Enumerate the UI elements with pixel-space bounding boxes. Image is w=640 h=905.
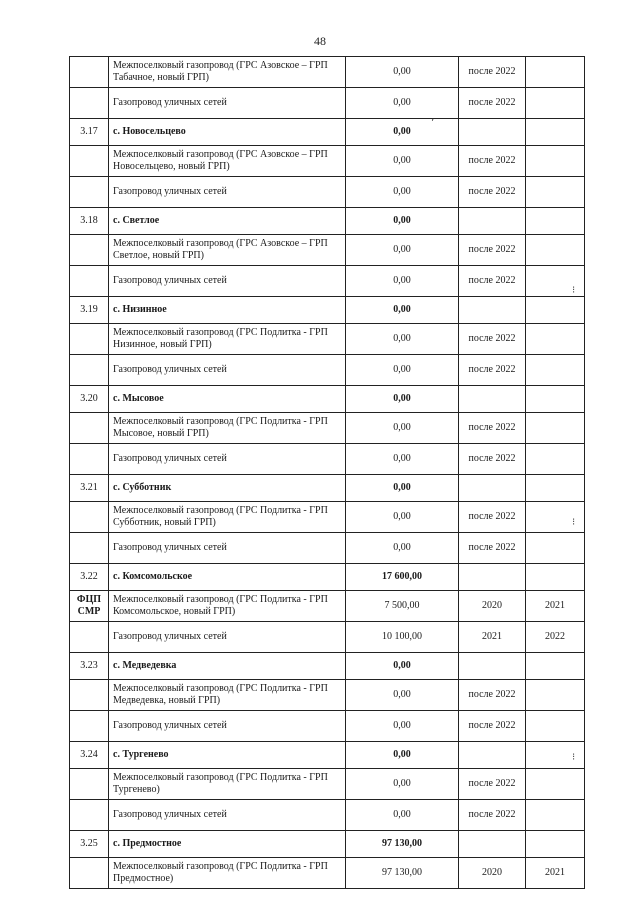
cost-value: 0,00 — [346, 57, 459, 88]
end-period — [526, 177, 585, 208]
object-name: с. Предмостное — [109, 831, 346, 858]
start-period: после 2022 — [459, 769, 526, 800]
start-period: после 2022 — [459, 800, 526, 831]
cost-value: 0,00 — [346, 769, 459, 800]
row-number: 3.23 — [70, 653, 109, 680]
object-name: с. Тургенево — [109, 742, 346, 769]
cost-value: 97 130,00 — [346, 831, 459, 858]
object-name: Межпоселковый газопровод (ГРС Подлитка - ГРП Медведевка, новый ГРП) — [109, 680, 346, 711]
end-period: 2021 — [526, 858, 585, 889]
row-number — [70, 769, 109, 800]
item-row — [70, 146, 585, 177]
start-period: после 2022 — [459, 680, 526, 711]
gas-pipeline-table — [69, 56, 585, 889]
object-name: с. Субботник — [109, 475, 346, 502]
cost-value: 0,00 — [346, 177, 459, 208]
end-period — [526, 680, 585, 711]
cost-value: 0,00 — [346, 235, 459, 266]
start-period: после 2022 — [459, 177, 526, 208]
end-period — [526, 413, 585, 444]
end-period — [526, 711, 585, 742]
item-row — [70, 177, 585, 208]
end-period: 2022 — [526, 622, 585, 653]
cost-value: 0,00 — [346, 324, 459, 355]
cost-value: 7 500,00 — [346, 591, 459, 622]
end-period — [526, 800, 585, 831]
start-period: после 2022 — [459, 502, 526, 533]
start-period — [459, 208, 526, 235]
item-row — [70, 324, 585, 355]
cost-value: 0,00 — [346, 208, 459, 235]
object-name: Межпоселковый газопровод (ГРС Подлитка - ГРП Субботник, новый ГРП) — [109, 502, 346, 533]
start-period: 2021 — [459, 622, 526, 653]
cost-value: 0,00 — [346, 742, 459, 769]
item-row — [70, 711, 585, 742]
start-period: после 2022 — [459, 266, 526, 297]
start-period — [459, 831, 526, 858]
row-number: ФЦП СМР — [70, 591, 109, 622]
row-number — [70, 680, 109, 711]
section-row — [70, 208, 585, 235]
row-number — [70, 533, 109, 564]
object-name: Межпоселковый газопровод (ГРС Азовское – ГРП Новосельцево, новый ГРП) — [109, 146, 346, 177]
row-number: 3.24 — [70, 742, 109, 769]
row-number — [70, 413, 109, 444]
object-name: Газопровод уличных сетей — [109, 444, 346, 475]
item-row — [70, 769, 585, 800]
object-name: с. Медведевка — [109, 653, 346, 680]
row-number — [70, 57, 109, 88]
row-number — [70, 800, 109, 831]
object-name: с. Новосельцево — [109, 119, 346, 146]
cost-value: 0,00 — [346, 533, 459, 564]
start-period — [459, 742, 526, 769]
row-number — [70, 444, 109, 475]
object-name: Газопровод уличных сетей — [109, 622, 346, 653]
start-period — [459, 475, 526, 502]
object-name: с. Мысовое — [109, 386, 346, 413]
object-name: Газопровод уличных сетей — [109, 800, 346, 831]
section-row — [70, 831, 585, 858]
start-period — [459, 297, 526, 324]
start-period — [459, 653, 526, 680]
row-number — [70, 146, 109, 177]
end-period — [526, 564, 585, 591]
item-row — [70, 413, 585, 444]
cost-value: 10 100,00 — [346, 622, 459, 653]
row-number — [70, 88, 109, 119]
section-row — [70, 386, 585, 413]
object-name: Межпоселковый газопровод (ГРС Подлитка - ГРП Тургенево) — [109, 769, 346, 800]
item-row — [70, 502, 585, 533]
row-number: 3.18 — [70, 208, 109, 235]
row-number — [70, 235, 109, 266]
cost-value: 0,00 — [346, 413, 459, 444]
start-period: после 2022 — [459, 413, 526, 444]
end-period — [526, 297, 585, 324]
item-row — [70, 88, 585, 119]
start-period: после 2022 — [459, 324, 526, 355]
cost-value: 0,00 — [346, 502, 459, 533]
row-number — [70, 622, 109, 653]
object-name: Межпоселковый газопровод (ГРС Азовское – ГРП Светлое, новый ГРП) — [109, 235, 346, 266]
end-period — [526, 88, 585, 119]
row-number — [70, 266, 109, 297]
row-number — [70, 324, 109, 355]
end-period — [526, 533, 585, 564]
object-name: Межпоселковый газопровод (ГРС Подлитка - ГРП Предмостное) — [109, 858, 346, 889]
item-row — [70, 858, 585, 889]
item-row — [70, 680, 585, 711]
row-number — [70, 711, 109, 742]
end-period — [526, 57, 585, 88]
scan-mark: ⁝ — [572, 285, 576, 296]
end-period — [526, 653, 585, 680]
object-name: Межпоселковый газопровод (ГРС Подлитка - ГРП Низинное, новый ГРП) — [109, 324, 346, 355]
cost-value: 97 130,00 — [346, 858, 459, 889]
cost-value: 0,00 — [346, 800, 459, 831]
end-period — [526, 208, 585, 235]
cost-value: 0,00 — [346, 119, 459, 146]
cost-value: 0,00 — [346, 444, 459, 475]
row-number — [70, 177, 109, 208]
scan-mark: ⁝ — [572, 752, 576, 763]
end-period — [526, 502, 585, 533]
object-name: Межпоселковый газопровод (ГРС Подлитка - ГРП Комсомольское, новый ГРП) — [109, 591, 346, 622]
section-row — [70, 475, 585, 502]
item-row — [70, 266, 585, 297]
end-period — [526, 475, 585, 502]
end-period — [526, 266, 585, 297]
end-period — [526, 444, 585, 475]
cost-value: 0,00 — [346, 88, 459, 119]
item-row — [70, 355, 585, 386]
section-row — [70, 297, 585, 324]
object-name: Газопровод уличных сетей — [109, 266, 346, 297]
start-period: 2020 — [459, 591, 526, 622]
cost-value: 0,00 — [346, 297, 459, 324]
item-row — [70, 57, 585, 88]
object-name: Газопровод уличных сетей — [109, 533, 346, 564]
cost-value: 0,00 — [346, 146, 459, 177]
table-body — [70, 57, 585, 889]
row-number: 3.19 — [70, 297, 109, 324]
cost-value: 0,00 — [346, 711, 459, 742]
object-name: с. Комсомольское — [109, 564, 346, 591]
section-row — [70, 119, 585, 146]
section-row — [70, 742, 585, 769]
row-number: 3.17 — [70, 119, 109, 146]
object-name: с. Низинное — [109, 297, 346, 324]
start-period: после 2022 — [459, 444, 526, 475]
start-period: после 2022 — [459, 711, 526, 742]
cost-value: 0,00 — [346, 386, 459, 413]
cost-value: 0,00 — [346, 653, 459, 680]
end-period — [526, 146, 585, 177]
cost-value: 0,00 — [346, 680, 459, 711]
scan-mark: ʼ — [431, 118, 435, 129]
object-name: Газопровод уличных сетей — [109, 355, 346, 386]
cost-value: 0,00 — [346, 475, 459, 502]
end-period — [526, 769, 585, 800]
start-period: после 2022 — [459, 355, 526, 386]
row-number: 3.22 — [70, 564, 109, 591]
page-number: 48 — [314, 34, 326, 48]
start-period: после 2022 — [459, 88, 526, 119]
object-name: Газопровод уличных сетей — [109, 711, 346, 742]
start-period: после 2022 — [459, 533, 526, 564]
object-name: Межпоселковый газопровод (ГРС Азовское – ГРП Табачное, новый ГРП) — [109, 57, 346, 88]
scan-mark: ⁝ — [572, 517, 576, 528]
end-period — [526, 386, 585, 413]
item-row — [70, 622, 585, 653]
item-row — [70, 235, 585, 266]
item-row — [70, 591, 585, 622]
end-period — [526, 355, 585, 386]
object-name: Газопровод уличных сетей — [109, 88, 346, 119]
end-period — [526, 324, 585, 355]
item-row — [70, 800, 585, 831]
start-period — [459, 564, 526, 591]
start-period: 2020 — [459, 858, 526, 889]
section-row — [70, 653, 585, 680]
end-period — [526, 742, 585, 769]
item-row — [70, 533, 585, 564]
row-number — [70, 858, 109, 889]
section-row — [70, 564, 585, 591]
object-name: Межпоселковый газопровод (ГРС Подлитка - ГРП Мысовое, новый ГРП) — [109, 413, 346, 444]
end-period: 2021 — [526, 591, 585, 622]
row-number — [70, 355, 109, 386]
start-period: после 2022 — [459, 235, 526, 266]
object-name: с. Светлое — [109, 208, 346, 235]
cost-value: 17 600,00 — [346, 564, 459, 591]
end-period — [526, 235, 585, 266]
end-period — [526, 119, 585, 146]
object-name: Газопровод уличных сетей — [109, 177, 346, 208]
cost-value: 0,00 — [346, 355, 459, 386]
start-period: после 2022 — [459, 146, 526, 177]
start-period — [459, 119, 526, 146]
cost-value: 0,00 — [346, 266, 459, 297]
row-number: 3.20 — [70, 386, 109, 413]
row-number: 3.21 — [70, 475, 109, 502]
row-number — [70, 502, 109, 533]
end-period — [526, 831, 585, 858]
row-number: 3.25 — [70, 831, 109, 858]
start-period: после 2022 — [459, 57, 526, 88]
item-row — [70, 444, 585, 475]
start-period — [459, 386, 526, 413]
